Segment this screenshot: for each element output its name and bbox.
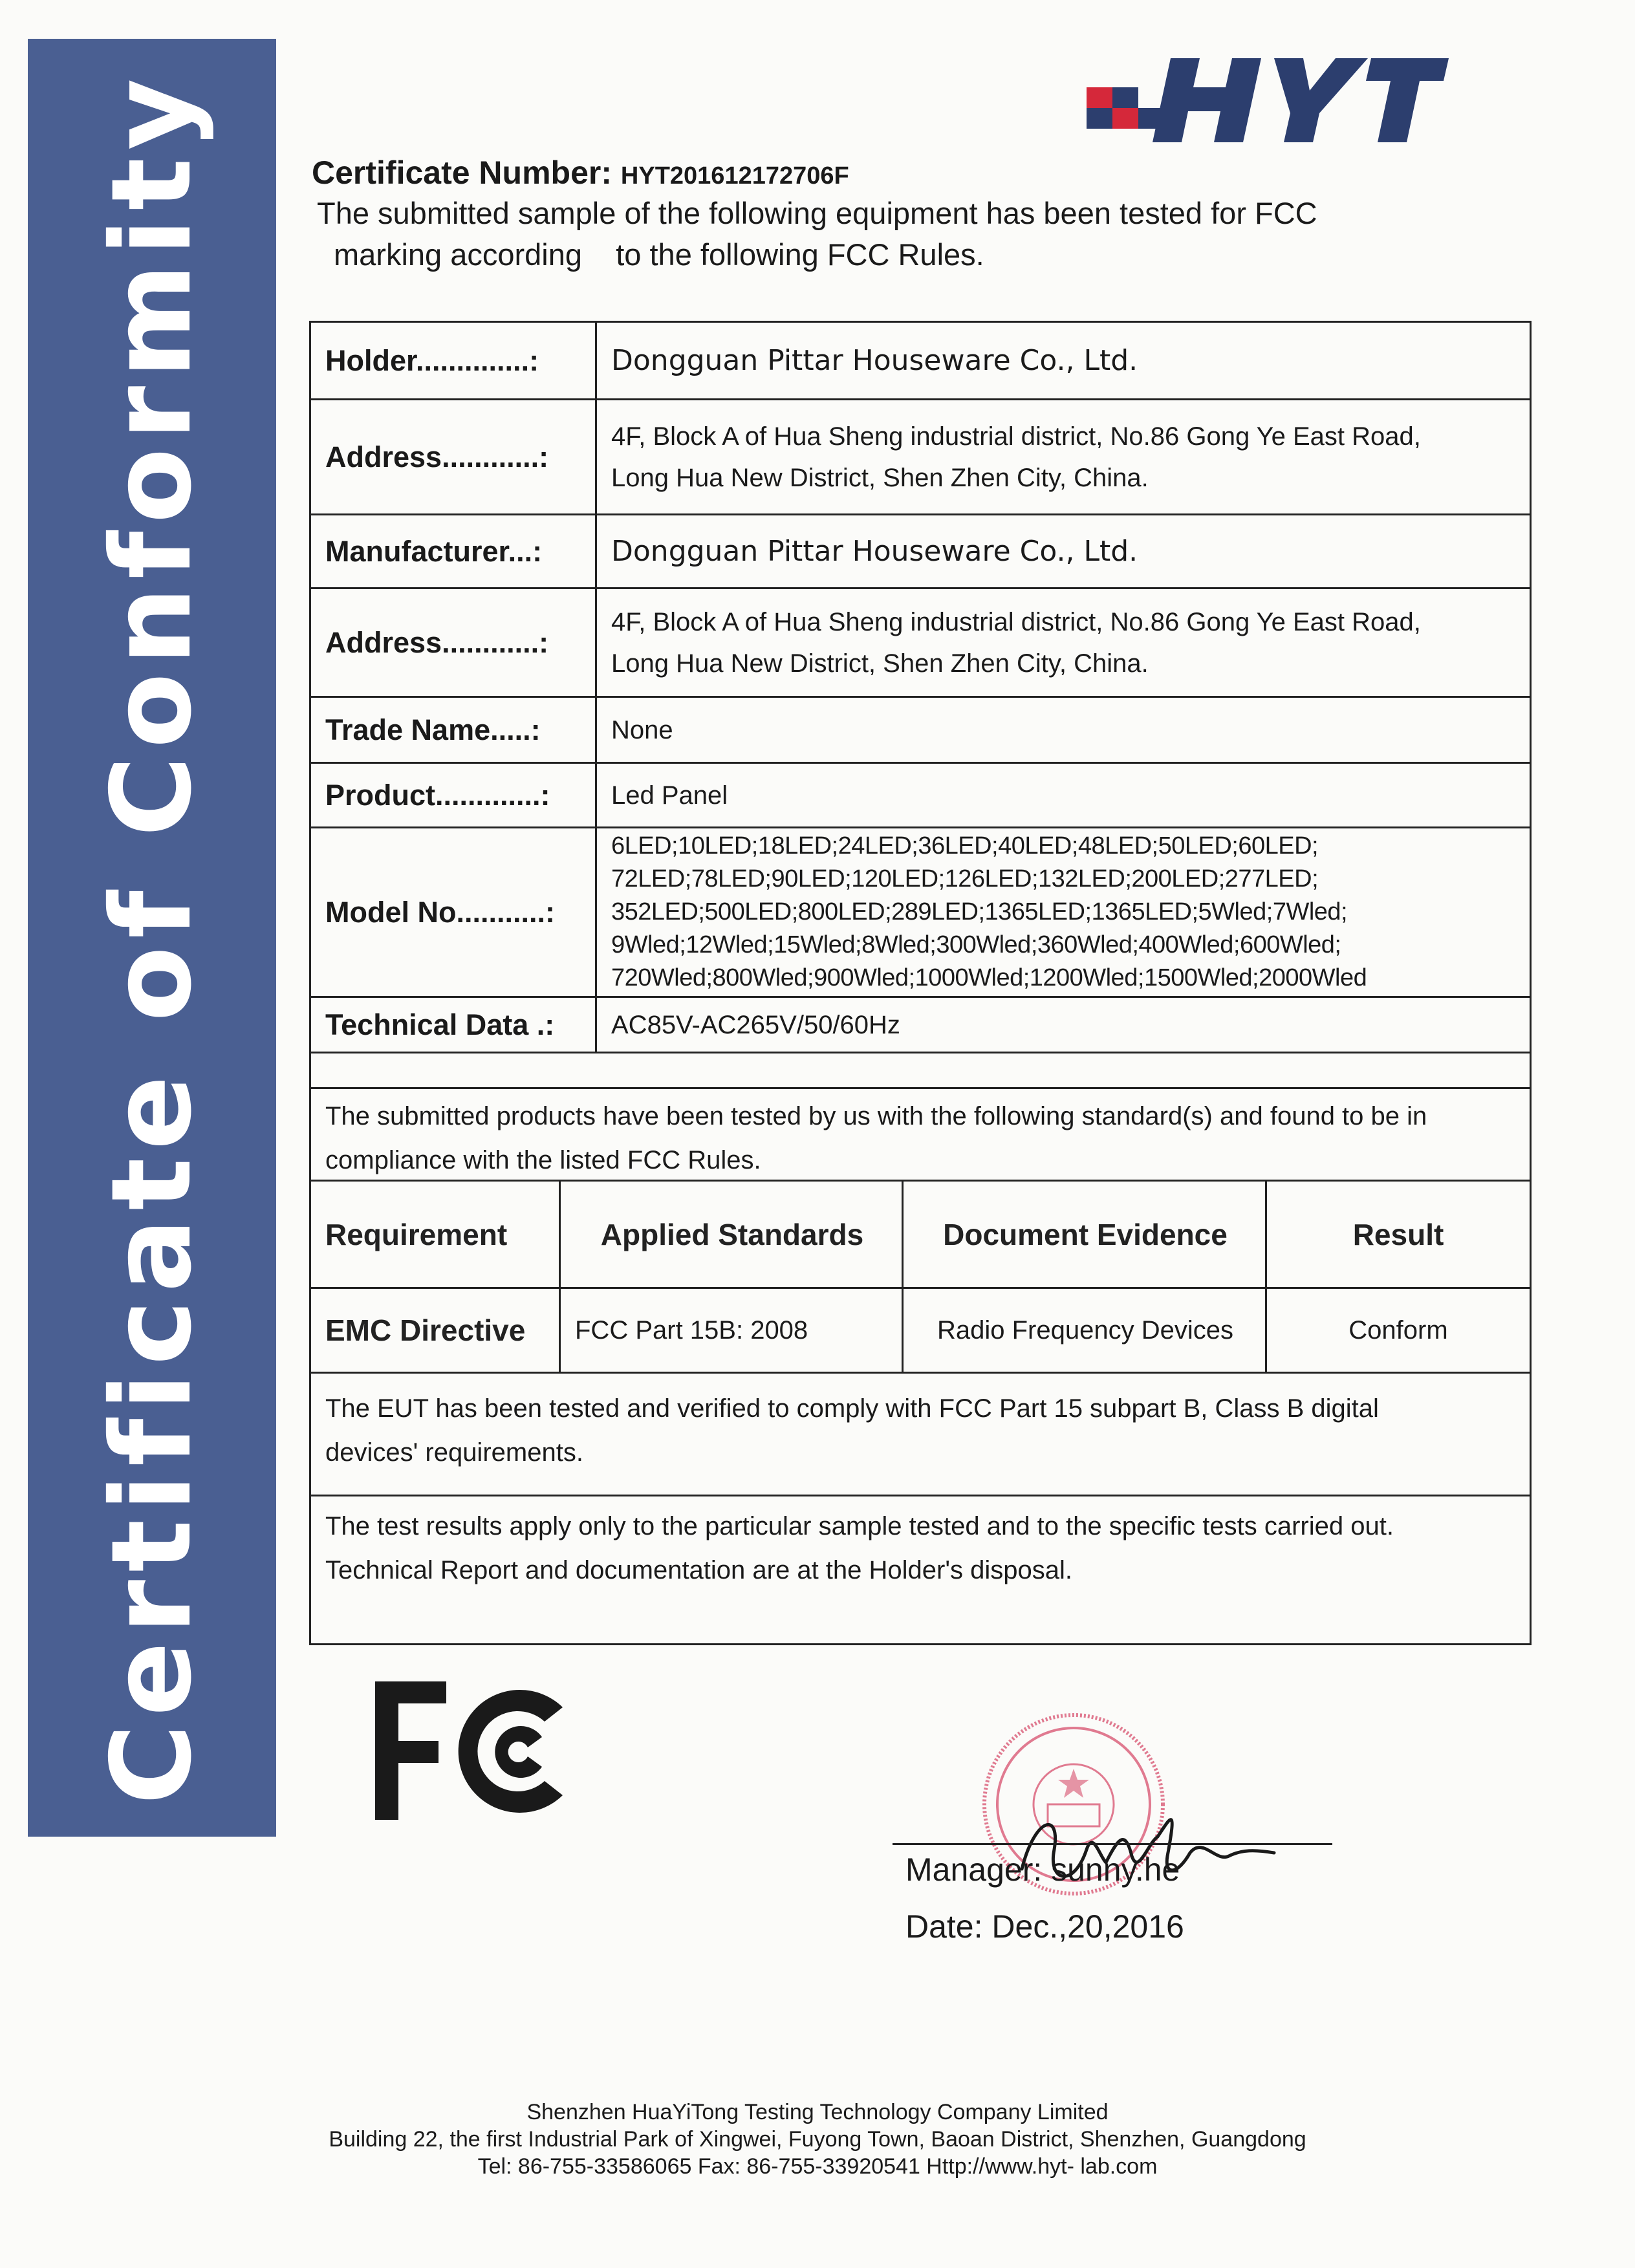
eut-note	[311, 1374, 1530, 1495]
eut-note-row	[311, 1374, 1530, 1496]
model-value	[597, 828, 1530, 996]
address-line-2: Long Hua New District, Shen Zhen City, China.	[611, 463, 1149, 492]
hyt-logo	[1087, 52, 1449, 149]
certificate-number	[312, 154, 849, 191]
equipment-info-table	[309, 321, 1532, 1089]
cell-applied-standard: FCC Part 15B: 2008	[575, 1315, 808, 1345]
header-result: Result	[1352, 1217, 1444, 1251]
fcc-logo	[375, 1681, 569, 1824]
model-line: 352LED;500LED;800LED;289LED;1365LED;1365LED;5Wled;7Wled;	[611, 898, 1348, 925]
footer-company: Shenzhen HuaYiTong Testing Technology Company Limited	[526, 2100, 1109, 2124]
intro-text	[317, 193, 1429, 275]
cell-requirement: EMC Directive	[325, 1313, 526, 1347]
compliance-statement	[309, 1089, 1532, 1182]
technical-data-value: AC85V-AC265V/50/60Hz	[611, 1010, 900, 1039]
address-value	[597, 400, 1530, 513]
results-note-line-2: Technical Report and documentation are at the Holder's disposal.	[325, 1556, 1072, 1584]
manager-name: Manager: sunny.he	[905, 1852, 1180, 1888]
manufacturer-value: Dongguan Pittar Houseware Co., Ltd.	[611, 534, 1138, 568]
certificate-number-label: Certificate Number:	[312, 155, 612, 191]
footer	[0, 2099, 1635, 2180]
cell-document-evidence: Radio Frequency Devices	[937, 1315, 1233, 1345]
manufacturer-address-line-2: Long Hua New District, Shen Zhen City, China.	[611, 649, 1149, 678]
manufacturer-address-value	[597, 589, 1530, 696]
product-row	[311, 764, 1530, 828]
trade-name-label: Trade Name.....:	[311, 698, 597, 762]
results-note-line-1: The test results apply only to the particular sample tested and to the specific tests carried out.	[325, 1512, 1394, 1540]
header-document-evidence: Document Evidence	[943, 1217, 1228, 1251]
header-applied-standards: Applied Standards	[600, 1217, 864, 1251]
sidebar-band	[28, 39, 276, 1837]
signature-line	[893, 1843, 1332, 1845]
logo-letter-t	[1366, 58, 1449, 142]
holder-value: Dongguan Pittar Houseware Co., Ltd.	[611, 343, 1138, 377]
sidebar-title: Certificate of Conformity	[88, 70, 216, 1805]
manufacturer-address-label: Address............:	[311, 589, 597, 696]
notes-box	[309, 1372, 1532, 1645]
certificate-number-value: HYT201612172706F	[620, 162, 849, 189]
logo-letter-h	[1153, 58, 1261, 142]
logo-letter-y	[1274, 58, 1368, 142]
intro-line-1: The submitted sample of the following equipment has been tested for FCC	[317, 196, 1317, 230]
holder-row	[311, 323, 1530, 400]
trade-name-row	[311, 698, 1530, 764]
eut-note-line-1: The EUT has been tested and verified to comply with FCC Part 15 subpart B, Class B digital	[325, 1394, 1379, 1423]
compliance-statement-row	[311, 1089, 1530, 1180]
cell-result: Conform	[1348, 1315, 1448, 1345]
manufacturer-address-row	[311, 589, 1530, 698]
standards-table	[309, 1180, 1532, 1374]
address-line-1: 4F, Block A of Hua Sheng industrial district, No.86 Gong Ye East Road,	[611, 422, 1421, 451]
model-line: 9Wled;12Wled;15Wled;8Wled;300Wled;360Wled;400Wled;600Wled;	[611, 931, 1341, 958]
address-row	[311, 400, 1530, 515]
header-requirement: Requirement	[325, 1217, 508, 1251]
product-value: Led Panel	[611, 781, 728, 810]
compliance-line-2: compliance with the listed FCC Rules.	[325, 1146, 761, 1174]
eut-note-line-2: devices' requirements.	[325, 1438, 583, 1467]
compliance-statement-text	[311, 1089, 1530, 1180]
results-note-row	[311, 1496, 1530, 1643]
manufacturer-row	[311, 515, 1530, 589]
compliance-line-1: The submitted products have been tested by us with the following standard(s) and found to be in	[325, 1102, 1427, 1130]
model-row	[311, 828, 1530, 998]
issue-date: Date: Dec.,20,2016	[905, 1908, 1184, 1945]
results-note	[311, 1496, 1530, 1643]
address-label: Address............:	[311, 400, 597, 513]
trade-name-value: None	[611, 715, 673, 744]
footer-address: Building 22, the first Industrial Park of Xingwei, Fuyong Town, Baoan District, Shenzhen, Guangdong	[329, 2127, 1306, 2152]
intro-line-2: marking according to the following FCC Rules.	[334, 237, 984, 272]
technical-data-row	[311, 998, 1530, 1053]
product-label: Product.............:	[311, 764, 597, 826]
model-line: 720Wled;800Wled;900Wled;1000Wled;1200Wled;1500Wled;2000Wled	[611, 964, 1367, 991]
footer-contact: Tel: 86-755-33586065 Fax: 86-755-33920541 Http://www.hyt- lab.com	[477, 2154, 1158, 2179]
logo-checker	[1087, 87, 1164, 129]
blank-row	[311, 1053, 1530, 1092]
model-line: 72LED;78LED;90LED;120LED;126LED;132LED;200LED;277LED;	[611, 865, 1319, 892]
technical-data-label: Technical Data .:	[311, 998, 597, 1052]
model-label: Model No...........:	[311, 828, 597, 996]
holder-label: Holder..............:	[311, 323, 597, 398]
manufacturer-label: Manufacturer...:	[311, 515, 597, 587]
manufacturer-address-line-1: 4F, Block A of Hua Sheng industrial district, No.86 Gong Ye East Road,	[611, 607, 1421, 636]
model-line: 6LED;10LED;18LED;24LED;36LED;40LED;48LED;50LED;60LED;	[611, 832, 1319, 859]
